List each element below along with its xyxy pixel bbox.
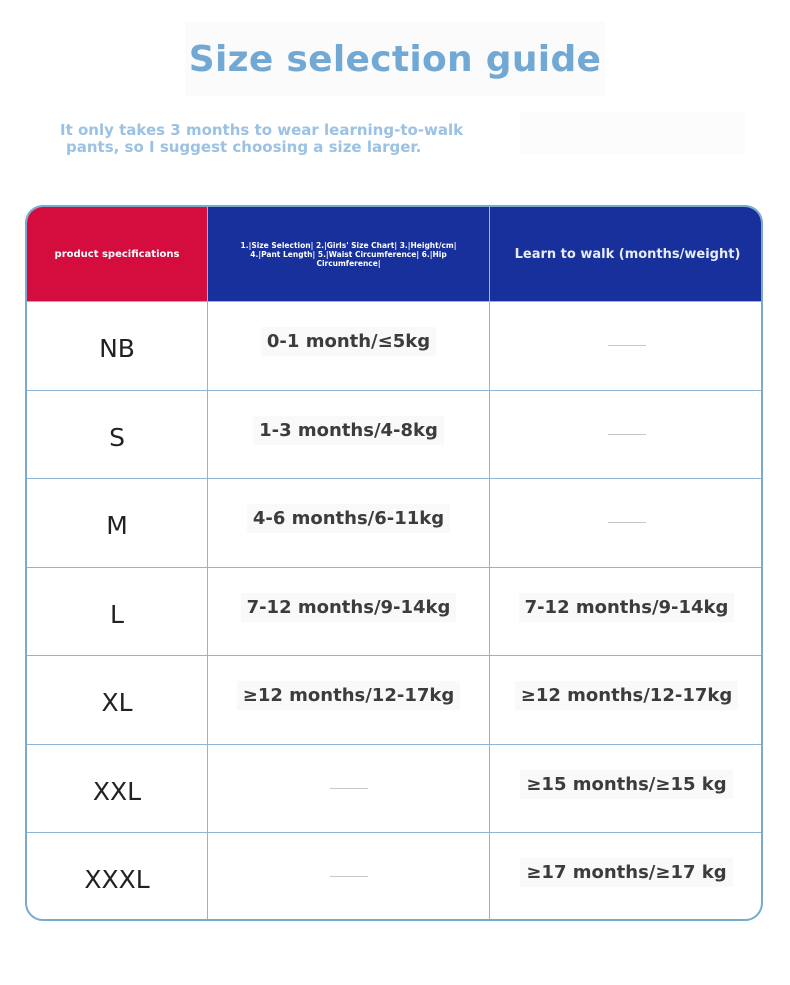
empty-dash xyxy=(608,345,646,346)
learn-to-walk-cell xyxy=(489,833,763,921)
size-label: XXXL xyxy=(84,865,150,895)
size-label: L xyxy=(110,599,124,629)
empty-dash xyxy=(608,434,646,435)
size-cell xyxy=(27,568,207,656)
size-chart-cell xyxy=(207,391,489,479)
table-body xyxy=(27,301,763,921)
empty-dash xyxy=(330,876,368,877)
size-chart-cell xyxy=(207,833,489,921)
header-learn-to-walk xyxy=(489,207,763,301)
size-cell xyxy=(27,745,207,833)
value-text: 4-6 months/6-11kg xyxy=(247,504,450,533)
subtitle-line-1: It only takes 3 months to wear learning-to-walk xyxy=(60,121,464,139)
learn-to-walk-cell xyxy=(489,391,763,479)
empty-dash xyxy=(608,522,646,523)
size-table xyxy=(25,205,763,921)
learn-to-walk-cell xyxy=(489,745,763,833)
table-row xyxy=(27,478,763,567)
value-text: ≥15 months/≥15 kg xyxy=(520,770,732,799)
size-cell xyxy=(27,302,207,390)
subtitle-line-2: pants, so I suggest choosing a size larger. xyxy=(66,138,422,156)
table-row xyxy=(27,301,763,390)
empty-dash xyxy=(330,788,368,789)
table-row xyxy=(27,390,763,479)
size-chart-cell xyxy=(207,479,489,567)
table-row xyxy=(27,655,763,744)
value-text: ≥12 months/12-17kg xyxy=(515,681,738,710)
value-text: 7-12 months/9-14kg xyxy=(519,593,735,622)
table-row xyxy=(27,567,763,656)
header-label: 1.|Size Selection| 2.|Girls' Size Chart| 3.|Height/cm| 4.|Pant Length| 5.|Waist Circumference| 6.|Hip Circumference| xyxy=(240,240,457,268)
value-text: ≥12 months/12-17kg xyxy=(237,681,460,710)
learn-to-walk-cell xyxy=(489,479,763,567)
size-label: NB xyxy=(99,334,135,364)
size-cell xyxy=(27,391,207,479)
size-chart-cell xyxy=(207,568,489,656)
value-text: 7-12 months/9-14kg xyxy=(241,593,457,622)
size-cell xyxy=(27,656,207,744)
value-text: 0-1 month/≤5kg xyxy=(261,327,436,356)
subtitle xyxy=(60,122,620,156)
size-chart-cell xyxy=(207,745,489,833)
size-chart-cell xyxy=(207,656,489,744)
header-label: Learn to walk (months/weight) xyxy=(514,246,741,262)
size-label: XXL xyxy=(92,776,142,806)
size-label: XL xyxy=(101,688,133,718)
size-label: M xyxy=(106,511,128,541)
table-row xyxy=(27,832,763,921)
size-label: S xyxy=(109,422,125,452)
page-title: Size selection guide xyxy=(188,38,602,80)
header-product-specifications xyxy=(27,207,207,301)
learn-to-walk-cell xyxy=(489,568,763,656)
table-row xyxy=(27,744,763,833)
title-box xyxy=(185,22,605,96)
learn-to-walk-cell xyxy=(489,302,763,390)
size-cell xyxy=(27,479,207,567)
header-size-chart xyxy=(207,207,489,301)
value-text: ≥17 months/≥17 kg xyxy=(520,858,732,887)
value-text: 1-3 months/4-8kg xyxy=(253,416,444,445)
size-chart-cell xyxy=(207,302,489,390)
header-label: product specifications xyxy=(54,248,180,260)
size-cell xyxy=(27,833,207,921)
learn-to-walk-cell xyxy=(489,656,763,744)
